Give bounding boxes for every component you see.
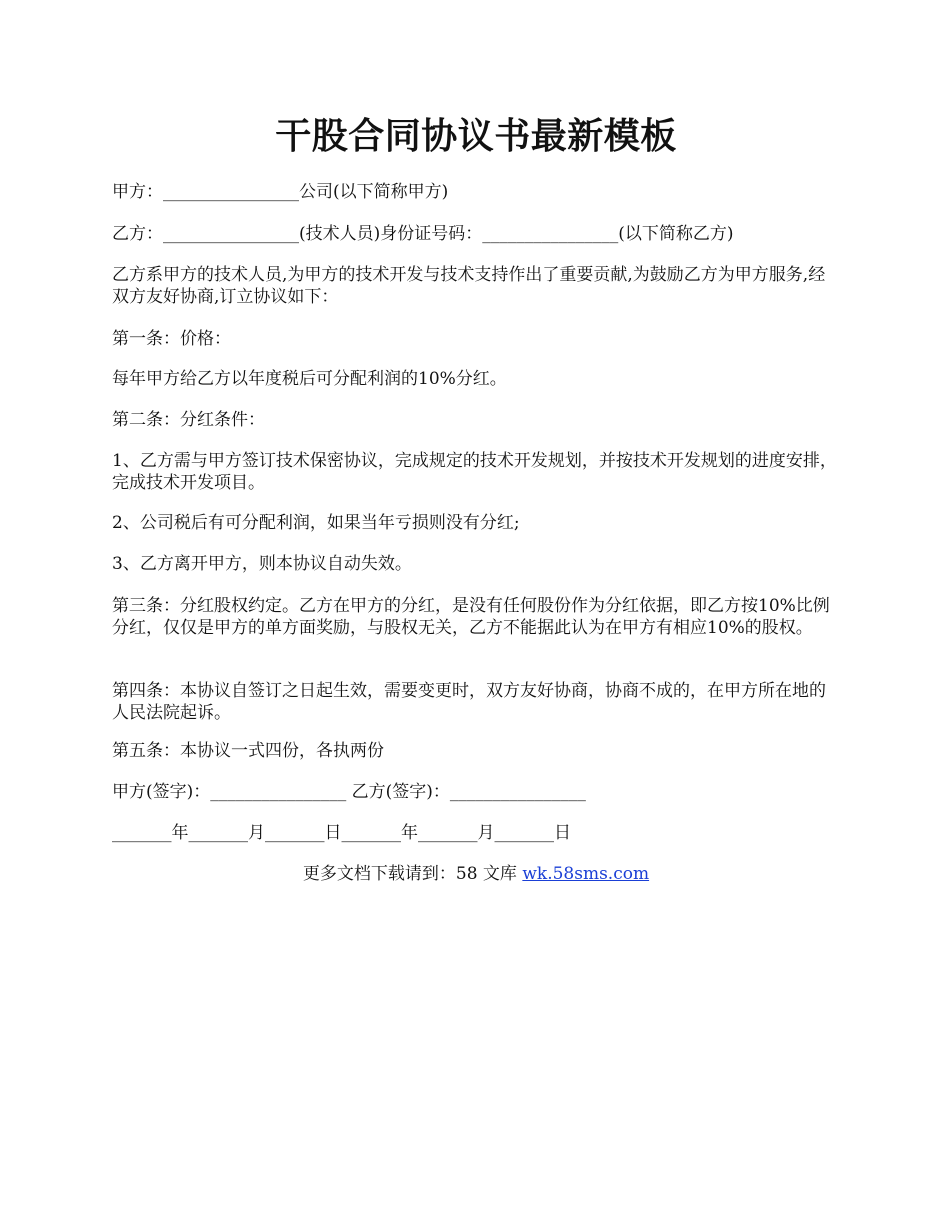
article-5: 第五条：本协议一式四份，各执两份 — [112, 741, 384, 761]
date-line: _______年_______月_______日_______年_______月_______日 — [112, 823, 571, 843]
document-title: 干股合同协议书最新模板 — [275, 115, 677, 157]
article-4: 第四条：本协议自签订之日起生效，需要变更时，双方友好协商，协商不成的，在甲方所在地的人民法院起诉。 — [112, 681, 826, 723]
signature-line: 甲方(签字)：________________ 乙方(签字)：________________ — [112, 782, 586, 802]
footer — [112, 863, 840, 885]
article-2-heading: 第二条：分红条件： — [112, 410, 265, 430]
party-a-line: 甲方：________________公司(以下简称甲方) — [112, 182, 449, 202]
footer-link[interactable]: wk.58sms.com — [522, 864, 650, 884]
article-3: 第三条：分红股权约定。乙方在甲方的分红，是没有任何股份作为分红依据，即乙方按10%比例分红，仅仅是甲方的单方面奖励，与股权无关，乙方不能据此认为在甲方有相应10%的股权。 — [112, 596, 830, 638]
party-b-line: 乙方：________________(技术人员)身份证号码：________________(以下简称乙方) — [112, 224, 734, 244]
article-1-body: 每年甲方给乙方以年度税后可分配利润的10%分红。 — [112, 369, 507, 389]
intro-paragraph: 乙方系甲方的技术人员,为甲方的技术开发与技术支持作出了重要贡献,为鼓励乙方为甲方服务,经双方友好协商,订立协议如下： — [112, 265, 826, 307]
article-1-heading: 第一条：价格： — [112, 329, 231, 349]
condition-3: 3、乙方离开甲方，则本协议自动失效。 — [112, 554, 412, 574]
condition-2: 2、公司税后有可分配利润，如果当年亏损则没有分红; — [112, 513, 520, 533]
condition-1: 1、乙方需与甲方签订技术保密协议，完成规定的技术开发规划，并按技术开发规划的进度安排，完成技术开发项目。 — [112, 451, 837, 493]
footer-text: 更多文档下载请到：58 文库 — [302, 864, 523, 884]
